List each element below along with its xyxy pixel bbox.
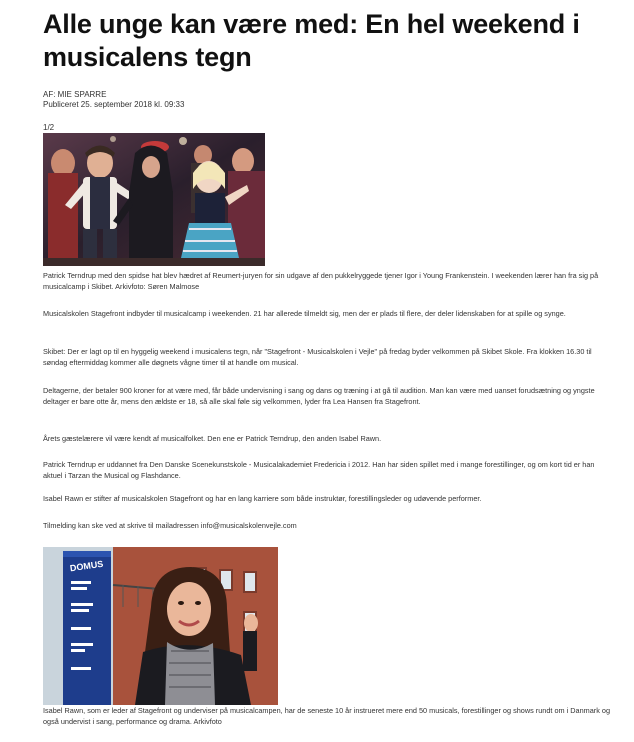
paragraph-patrick: Patrick Terndrup er uddannet fra Den Danske Scenekunstskole - Musicalakademiet Fredericia i 2012. Han har siden spillet med i mange forestillinger, og om kort tid er han aktuel i Tarzan the Musical og Flashdance. [43, 460, 595, 480]
paragraph-signup: Tilmelding kan ske ved at skrive til mailadressen info@musicalskolenvejle.com [43, 521, 297, 530]
image-caption-2: Isabel Rawn, som er leder af Stagefront og underviser på musicalcampen, har de seneste 10 år instrueret mere end 50 musicals, forestillinger og shows rundt om i Danmark og også undervist i sang, performance og drama. Arkivfoto [43, 706, 611, 726]
paragraph-participants: Deltagerne, der betaler 900 kroner for at være med, får både undervisning i sang og dans og træning i at gå til audition. Man kan være med uanset forudsætning og yngste deltager er bare otte år, mens den ældste er 18, så alle skal føle sig velkommen, lyder fra Lea Hansen fra Stagefront. [43, 386, 595, 406]
article-headline: Alle unge kan være med: En hel weekend i musicalens tegn [43, 9, 580, 72]
portrait-photo[interactable] [43, 547, 278, 705]
paragraph-intro: Musicalskolen Stagefront indbyder til musicalcamp i weekenden. 21 har allerede tilmeldt sig, men der er plads til flere, der deler lidenskaben for at spille og synge. [43, 309, 566, 318]
stage-photo[interactable] [43, 133, 265, 266]
paragraph-skibet: Skibet: Der er lagt op til en hyggelig weekend i musicalens tegn, når "Stagefront - Musicalskolen i Vejle" på fredag byder velkommen på Skibet Skole. Fra klokken 16.30 til søndag eftermiddag kommer alle døgnets vågne timer til at handle om musical. [43, 347, 592, 367]
paragraph-guest-teachers: Årets gæstelærere vil være kendt af musicalfolket. Den ene er Patrick Terndrup, den anden Isabel Rawn. [43, 434, 382, 443]
published-line: Publiceret 25. september 2018 kl. 09:33 [43, 100, 185, 109]
image-counter: 1/2 [43, 123, 55, 132]
domus-sign-text: DOMUS [69, 558, 104, 574]
image-caption-1: Patrick Terndrup med den spidse hat blev hædret af Reumert-juryen for sin udgave af den pukkelryggede tjener Igor i Young Frankenstein. I weekenden lærer han fra sig på musicalcamp i Skibet. Arkivfoto: Søren Malmose [43, 271, 599, 291]
paragraph-isabel: Isabel Rawn er stifter af musicalskolen Stagefront og har en lang karriere som både instruktør, forestillingsleder og udøvende performer. [43, 494, 482, 503]
byline [43, 90, 184, 110]
author-line: AF: MIE SPARRE [43, 90, 107, 99]
